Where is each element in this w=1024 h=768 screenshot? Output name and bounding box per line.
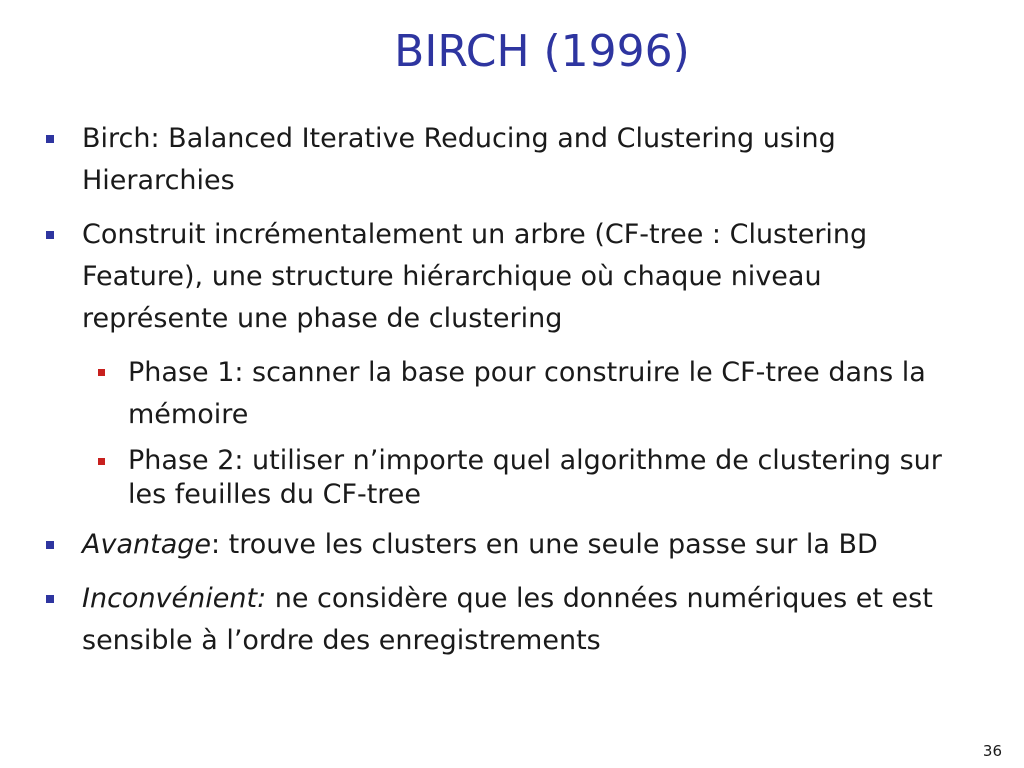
bullet-text: ne considère que les données numériques et est sensible à l’ordre des enregistrements [82,583,933,656]
bullet-list [0,118,1000,674]
sub-bullet-item [0,352,1000,436]
square-bullet-icon [46,135,54,143]
bullet-item [0,214,1000,340]
slide-title: BIRCH (1996) [394,26,690,77]
bullet-item [0,118,1000,202]
bullet-item [0,578,1000,662]
sub-bullet-list [0,352,1000,512]
square-bullet-icon [98,369,105,376]
bullet-text: Birch: Balanced Iterative Reducing and Clustering using Hierarchies [82,123,836,196]
square-bullet-icon [46,541,54,549]
sub-bullet-text: Phase 1: scanner la base pour construire le CF-tree dans la mémoire [128,357,926,430]
sub-bullet-item [0,444,1000,512]
square-bullet-icon [46,231,54,239]
sub-bullet-text: Phase 2: utiliser n’importe quel algorithme de clustering sur les feuilles du CF-tree [128,445,942,510]
square-bullet-icon [98,458,105,465]
bullet-text: Construit incrémentalement un arbre (CF-tree : Clustering Feature), une structure hiérarchique où chaque niveau représente une phase de clustering [82,219,868,334]
bullet-emphasis: Avantage [82,529,211,560]
bullet-emphasis: Inconvénient: [82,583,267,614]
square-bullet-icon [46,595,54,603]
bullet-text: : trouve les clusters en une seule passe sur la BD [211,529,878,560]
bullet-item [0,524,1000,566]
page-number: 36 [982,742,1002,760]
